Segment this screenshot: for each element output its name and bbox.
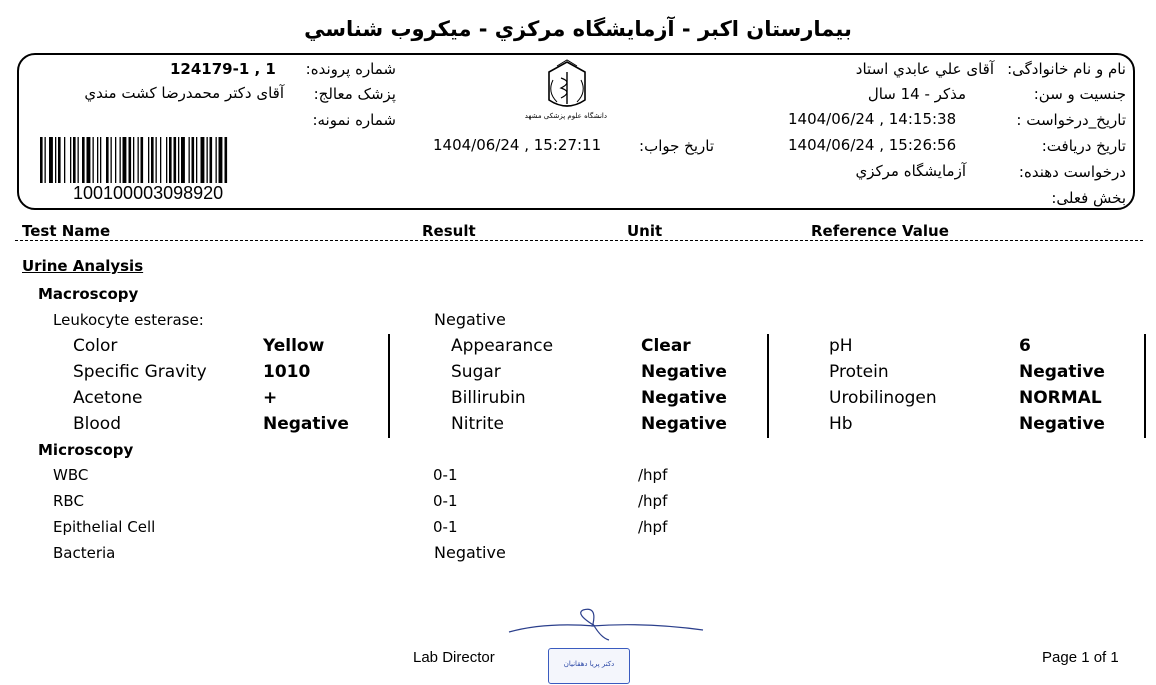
barcode-bar (133, 137, 134, 183)
barcode-bar (40, 137, 43, 183)
barcode-bar (78, 137, 79, 183)
barcode-bar (141, 137, 144, 183)
grid-test-value: Negative (1019, 414, 1105, 434)
grid-test-value: + (263, 388, 278, 408)
barcode-bar (219, 137, 223, 183)
receive-date-label: تاریخ دریافت: (1041, 137, 1126, 155)
grid-test-value: 1010 (263, 362, 311, 382)
barcode-bar (207, 137, 208, 183)
micro-test-unit: /hpf (638, 466, 668, 484)
barcode-bar (55, 137, 56, 183)
physician-label: پزشک معالج: (313, 85, 396, 103)
micro-test-result: 0-1 (433, 518, 458, 536)
barcode (40, 137, 293, 183)
barcode-bar (169, 137, 172, 183)
signature (505, 604, 705, 648)
col-test-name: Test Name (22, 222, 111, 240)
header-divider (15, 240, 1143, 241)
patient-name-value: آقای علي عابدي استاد (855, 60, 994, 78)
barcode-bar (156, 137, 157, 183)
barcode-bar (93, 137, 94, 183)
logo-caption: دانشگاه علوم پزشکی مشهد (524, 112, 607, 120)
doctor-stamp (548, 648, 630, 684)
barcode-bar (49, 137, 53, 183)
file-no-label: شماره پرونده: (305, 60, 396, 78)
grid-test-value: Yellow (263, 336, 325, 356)
grid-divider-2 (767, 334, 769, 438)
grid-test-name: pH (829, 336, 853, 356)
barcode-bar (148, 137, 149, 183)
grid-test-value: NORMAL (1019, 388, 1102, 408)
barcode-bar (70, 137, 71, 183)
report-title: بیمارستان اکبر - آزمایشگاه مرکزي - میکروب شناسي (304, 17, 852, 41)
request-date-value: 1404/06/24 , 14:15:38 (788, 110, 957, 128)
grid-test-name: Color (73, 336, 118, 356)
micro-test-name: Bacteria (53, 544, 116, 562)
barcode-bar (100, 137, 101, 183)
barcode-bar (178, 137, 179, 183)
grid-test-name: Urobilinogen (829, 388, 937, 408)
barcode-number: 100100003098920 (73, 183, 224, 203)
barcode-bar (120, 137, 121, 183)
barcode-bar (196, 137, 197, 183)
patient-name-label: نام و نام خانوادگی: (1007, 60, 1126, 78)
barcode-bar (138, 137, 139, 183)
barcode-bar (82, 137, 85, 183)
barcode-bar (174, 137, 177, 183)
grid-test-value: Negative (263, 414, 349, 434)
answer-date-label: تاریخ جواب: (639, 137, 714, 155)
barcode-bar (87, 137, 91, 183)
barcode-bar (106, 137, 109, 183)
grid-test-value: Clear (641, 336, 691, 356)
barcode-bar (115, 137, 116, 183)
grid-test-value: Negative (1019, 362, 1105, 382)
requester-label: درخواست دهنده: (1018, 163, 1126, 181)
micro-test-result: 0-1 (433, 492, 458, 510)
micro-test-result: Negative (434, 543, 506, 562)
grid-test-name: Appearance (451, 336, 554, 356)
grid-test-value: Negative (641, 362, 727, 382)
stamp-text: دکتر پریا دهقانیان (563, 660, 615, 668)
col-result: Result (422, 222, 476, 240)
barcode-bar (45, 137, 46, 183)
page-number: Page 1 of 1 (1042, 649, 1119, 666)
barcode-bar (64, 137, 65, 183)
macroscopy-heading: Macroscopy (38, 285, 139, 303)
col-unit: Unit (627, 222, 663, 240)
grid-divider-3 (1144, 334, 1146, 438)
micro-test-name: WBC (53, 466, 89, 484)
barcode-bar (97, 137, 98, 183)
grid-test-value: Negative (641, 414, 727, 434)
barcode-bar (73, 137, 76, 183)
barcode-bar (181, 137, 185, 183)
section-title: Urine Analysis (22, 257, 144, 275)
grid-test-name: Specific Gravity (73, 362, 207, 382)
grid-test-name: Blood (73, 414, 121, 434)
micro-test-unit: /hpf (638, 518, 668, 536)
barcode-bar (58, 137, 61, 183)
grid-test-name: Hb (829, 414, 853, 434)
grid-test-name: Nitrite (451, 414, 504, 434)
physician-value: آقای دکتر محمدرضا کشت مندي (84, 84, 284, 102)
micro-test-result: 0-1 (433, 466, 458, 484)
grid-test-value: Negative (641, 388, 727, 408)
ward-label: بخش فعلی: (1051, 189, 1126, 207)
grid-test-name: Billirubin (451, 388, 526, 408)
micro-test-name: RBC (53, 492, 84, 510)
barcode-bar (225, 137, 228, 183)
barcode-bar (201, 137, 205, 183)
lab-director-label: Lab Director (413, 649, 495, 666)
leukocyte-label: Leukocyte esterase: (53, 311, 204, 329)
barcode-bar (111, 137, 112, 183)
requester-value: آزمایشگاه مرکزي (855, 162, 966, 180)
barcode-bar (189, 137, 190, 183)
micro-test-name: Epithelial Cell (53, 518, 156, 536)
receive-date-value: 1404/06/24 , 15:26:56 (788, 136, 957, 154)
grid-test-name: Sugar (451, 362, 501, 382)
grid-divider-1 (388, 334, 390, 438)
col-reference: Reference Value (811, 222, 949, 240)
barcode-bar (166, 137, 167, 183)
leukocyte-value: Negative (434, 310, 506, 329)
micro-test-unit: /hpf (638, 492, 668, 510)
barcode-bar (216, 137, 217, 183)
barcode-bar (151, 137, 154, 183)
answer-date-value: 1404/06/24 , 15:27:11 (433, 136, 602, 154)
request-date-label: تاریخ_درخواست : (1016, 111, 1126, 129)
grid-test-value: 6 (1019, 336, 1031, 356)
microscopy-heading: Microscopy (38, 441, 134, 459)
grid-test-name: Acetone (73, 388, 143, 408)
barcode-bar (210, 137, 213, 183)
sex-age-value: مذکر - 14 سال (867, 85, 966, 103)
sex-age-label: جنسیت و سن: (1033, 85, 1126, 103)
grid-test-name: Protein (829, 362, 889, 382)
barcode-bar (123, 137, 127, 183)
file-no-value: 124179-1 , 1 (170, 60, 276, 78)
barcode-bar (129, 137, 132, 183)
barcode-bar (192, 137, 195, 183)
barcode-bar (160, 137, 161, 183)
sample-no-label: شماره نمونه: (312, 111, 396, 129)
